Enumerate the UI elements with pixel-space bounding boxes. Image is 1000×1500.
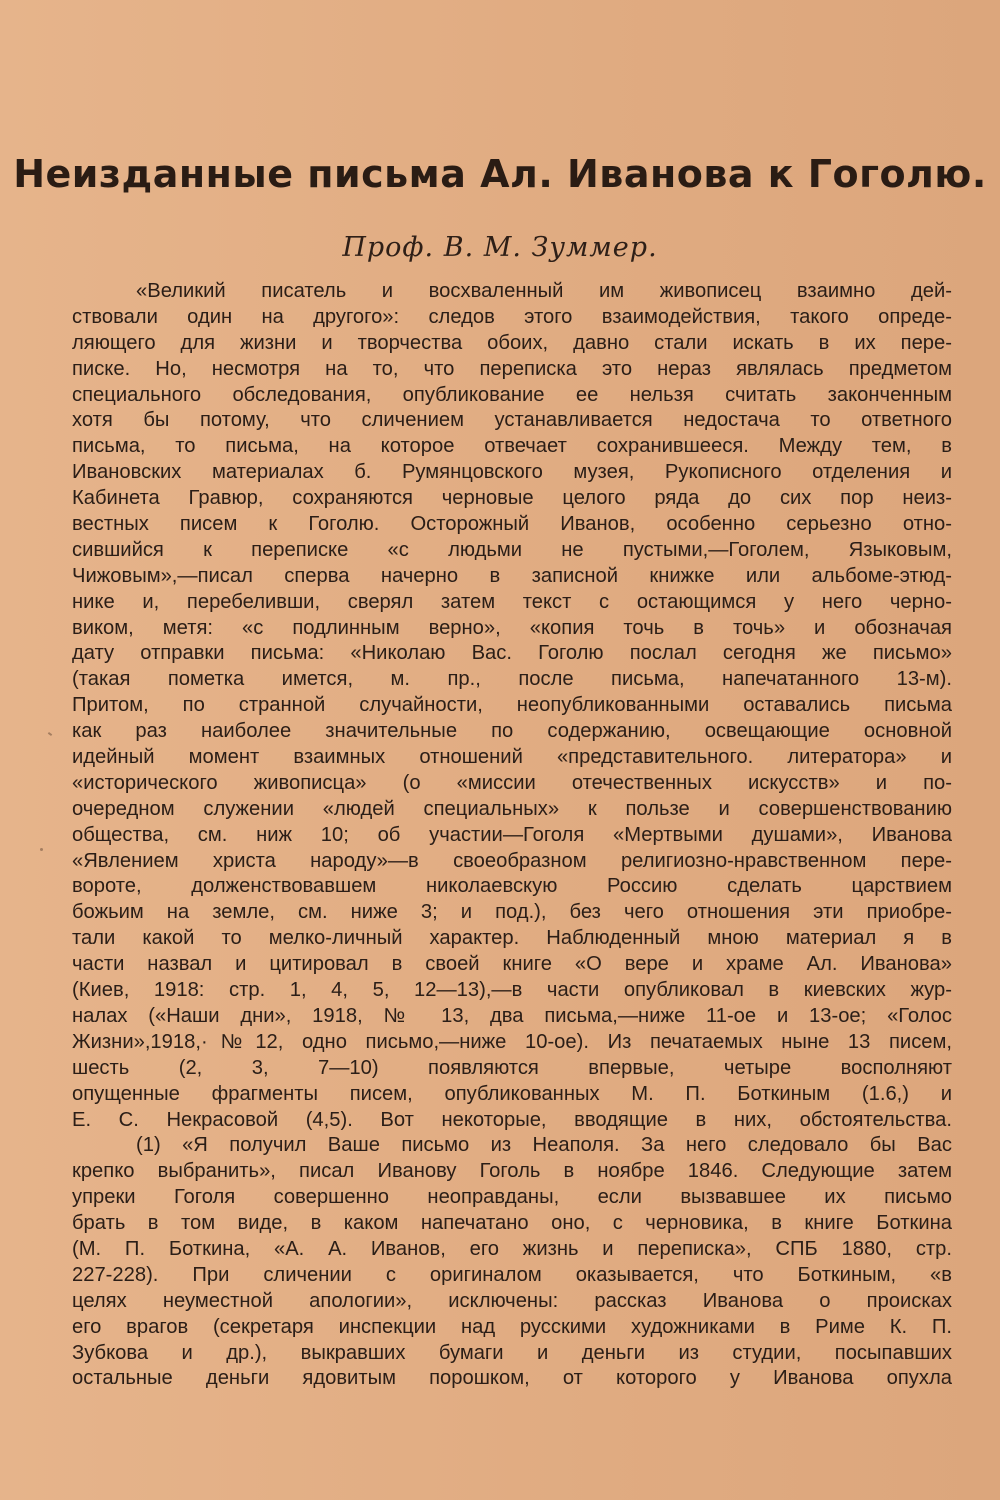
article-body xyxy=(72,279,952,1392)
text-line: «Явлением христа народу»—в своеобразном религиозно-нравственном пере- xyxy=(72,849,952,872)
text-line: (Киев, 1918: стр. 1, 4, 5, 12—13),—в части опубликовал в киевских жур- xyxy=(72,979,952,1002)
text-line: (М. П. Боткина, «А. А. Иванов, его жизнь и переписка», СПБ 1880, стр. xyxy=(72,1237,952,1260)
margin-dot xyxy=(40,848,43,851)
text-line: Е. С. Некрасовой (4,5). Вот некоторые, вводящие в них, обстоятельства. xyxy=(72,1108,952,1131)
text-line: Жизни»,1918,·№12, одно письмо,—ниже 10-ое). Из печатаемых ныне 13 писем, xyxy=(72,1030,952,1053)
text-line: как раз наиболее значительные по содержанию, освещающие основной xyxy=(72,720,952,743)
article-title: Неизданные письма Ал. Иванова к Гоголю. xyxy=(13,152,987,196)
text-line: «Великий писатель и восхваленный им живописец взаимно дей- xyxy=(136,280,952,302)
text-line: письма, то письма, на которое отвечает сохранившееся. Между тем, в xyxy=(72,435,952,458)
margin-mark xyxy=(48,732,52,736)
text-line: (такая пометка имется, м. пр., после письма, напечатанного 13-м). xyxy=(72,668,952,691)
text-line: 227-228). При сличении с оригиналом оказывается, что Боткиным, «в xyxy=(72,1263,952,1286)
text-line: общества, см. ниж 10; об участии—Гоголя «Мертвыми душами», Иванова xyxy=(72,823,952,846)
text-line: писке. Но, несмотря на то, что переписка это неpаз являлась предметом xyxy=(72,357,952,380)
text-line: опущенные фрагменты писем, опубликованных М. П. Боткиным (1.6,) и xyxy=(72,1082,952,1105)
text-line: нике и, перебеливши, сверял затем текст с остающимся у него черно- xyxy=(72,590,952,613)
text-line: тали какой то мелко-личный характер. Наблюденный мною материал я в xyxy=(72,927,952,950)
text-line: специального обследования, опубликование ее нельзя считать законченным xyxy=(72,383,952,406)
text-line: крепко выбранить», писал Иванову Гоголь в ноябре 1846. Следующие затем xyxy=(72,1160,952,1183)
text-line: целях неуместной апологии», исключены: рассказ Иванова о происках xyxy=(72,1289,952,1312)
text-line: брать в том виде, в каком напечатано оно, с черновика, в книге Боткина xyxy=(72,1212,952,1235)
text-line: Ивановских материалах б. Румянцовского музея, Рукописного отделения и xyxy=(72,461,952,484)
text-line: вестных писем к Гоголю. Осторожный Иванов, особенно серьезно отно- xyxy=(72,513,952,536)
text-line: идейный момент взаимных отношений «представительного. литератора» и xyxy=(72,746,952,769)
text-line: божьим на земле, см. ниже 3; и под.), без чего отношения эти приобре- xyxy=(72,901,952,924)
text-line: части назвал и цитировал в своей книге «О вере и храме Ал. Иванова» xyxy=(72,953,952,976)
text-line: Чижовым»,—писал сперва начерно в записной книжке или альбоме-этюд- xyxy=(72,564,952,587)
text-line: хотя бы потому, что сличением устанавливается недостача то ответного xyxy=(72,409,952,432)
text-line: ствовали один на другого»: следов этого взаимодействия, такого опреде- xyxy=(72,305,952,328)
text-line: налах («Наши дни», 1918, № 13, два письма,—ниже 11-ое и 13-ое; «Голос xyxy=(72,1004,952,1027)
text-line: (1) «Я получил Ваше письмо из Неаполя. За него следовало бы Вас xyxy=(136,1134,952,1157)
text-line: Притом, по странной случайности, неопубликованными оставались письма xyxy=(72,694,952,717)
text-line: упреки Гоголя совершенно неоправданы, если вызвавшее их письмо xyxy=(72,1186,952,1209)
text-line: его врагов (секретаря инспекции над русскими художниками в Риме К. П. xyxy=(72,1315,952,1338)
text-line: шесть (2, 3, 7—10) появляются впервые, четыре восполняют xyxy=(72,1056,952,1079)
text-line: Кабинета Гравюр, сохраняются черновые целого ряда до сих пор неиз- xyxy=(72,487,952,510)
text-line: Зубкова и др.), выкравших бумаги и деньги из студии, посыпавших xyxy=(72,1341,952,1364)
text-line: сившийся к переписке «с людьми не пустыми,—Гоголем, Языковым, xyxy=(72,538,952,561)
author-byline: Проф. В. М. Зуммер. xyxy=(342,232,658,263)
text-line: очередном служении «людей специальных» к пользе и совершенствованию xyxy=(72,797,952,820)
text-line: остальные деньги ядовитым порошком, от которого у Иванова опухла xyxy=(72,1367,952,1390)
text-line: «исторического живописца» (о «миссии отечественных искусств» и по- xyxy=(72,771,952,794)
text-line: ляющего для жизни и творчества обоих, давно стали искать в их пере- xyxy=(72,331,952,354)
text-line: дату отправки письма: «Николаю Вас. Гоголю послал сегодня же письмо» xyxy=(72,642,952,665)
text-line: виком, метя: «с подлинным верно», «копия точь в точь» и обозначая xyxy=(72,616,952,639)
text-line: вороте, долженствовавшем николаевскую Россию сделать царствием xyxy=(72,875,952,898)
